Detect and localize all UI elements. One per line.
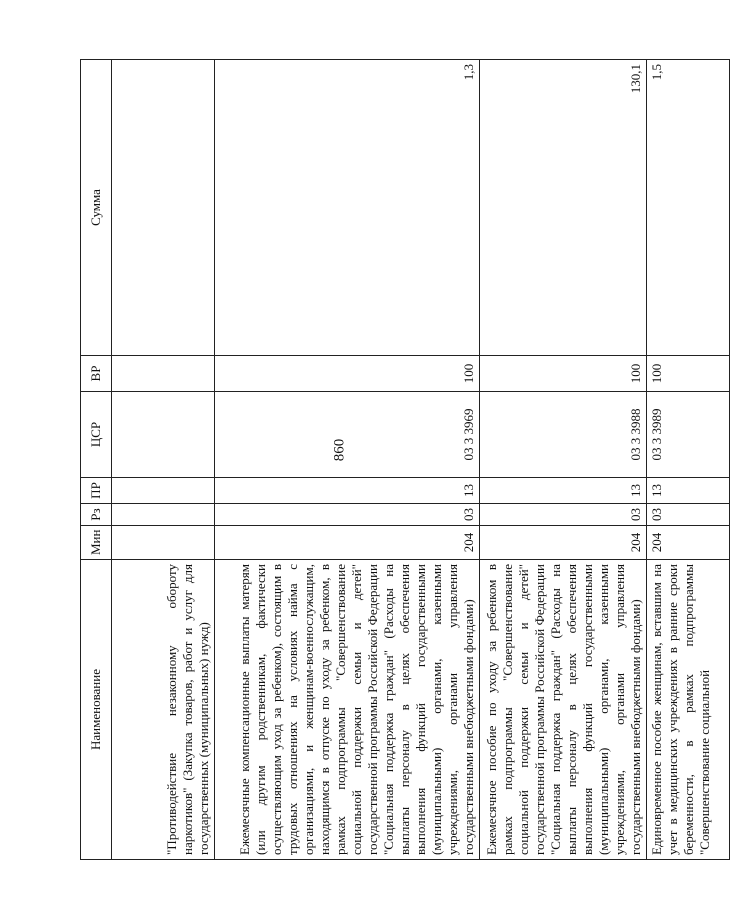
table-row xyxy=(112,60,215,860)
row-rz xyxy=(112,504,215,526)
row-pr xyxy=(112,478,215,504)
table-header-row xyxy=(81,60,112,860)
row-name: Ежемесячные компенсационные выплаты матерям (или другим родственникам, фактически осуществляющим уход за ребенком), состоящим в трудовых отношениях на условиях найма с организациями, и женщинам-военнослужащим, находящимся в отпуске по уходу за ребенком, в рамках подпрограммы "Совершенствование социальной поддержки семьи и детей" государственной программы Российской Федерации "Социальная поддержка граждан" (Расходы на выплаты персоналу в целях обеспечения выполнения функций государственными (муниципальными) органами, казенными учреждениями, органами управления государственными внебюджетными фондами) xyxy=(215,560,480,860)
table-row xyxy=(647,60,730,860)
row-vr: 100 xyxy=(647,356,730,392)
row-pr: 13 xyxy=(215,478,480,504)
row-pr: 13 xyxy=(480,478,647,504)
header-name: Наименование xyxy=(81,560,112,860)
row-name: Единовременное пособие женщинам, вставшим на учет в медицинских учреждениях в ранние сроки беременности, в рамках подпрограммы "Совершенствование социальной xyxy=(647,560,730,860)
row-min xyxy=(112,526,215,560)
row-rz: 03 xyxy=(647,504,730,526)
row-csr: 03 3 3969 xyxy=(215,392,480,478)
row-name: "Противодействие незаконному обороту наркотиков" (Закупка товаров, работ и услуг для государственных (муниципальных) нужд) xyxy=(112,560,215,860)
budget-table xyxy=(80,59,730,860)
header-csr: ЦСР xyxy=(81,392,112,478)
row-pr: 13 xyxy=(647,478,730,504)
row-vr: 100 xyxy=(215,356,480,392)
row-sum: 130,1 xyxy=(480,60,647,356)
row-vr: 100 xyxy=(480,356,647,392)
header-sum: Сумма xyxy=(81,60,112,356)
rotated-page xyxy=(80,60,712,860)
header-rz: Рз xyxy=(81,504,112,526)
table-row xyxy=(215,60,480,860)
header-vr: ВР xyxy=(81,356,112,392)
row-rz: 03 xyxy=(480,504,647,526)
row-rz: 03 xyxy=(215,504,480,526)
row-sum xyxy=(112,60,215,356)
table-row xyxy=(480,60,647,860)
header-min: Мин xyxy=(81,526,112,560)
row-csr: 03 3 3988 xyxy=(480,392,647,478)
row-name: Ежемесячное пособие по уходу за ребенком в рамках подпрограммы "Совершенствование социальной поддержки семьи и детей" государственной программы Российской Федерации "Социальная поддержка граждан" (Расходы на выплаты персоналу в целях обеспечения выполнения функций государственными (муниципальными) органами, казенными учреждениями, органами управления государственными внебюджетными фондами) xyxy=(480,560,647,860)
row-csr xyxy=(112,392,215,478)
header-pr: ПР xyxy=(81,478,112,504)
row-min: 204 xyxy=(480,526,647,560)
row-min: 204 xyxy=(215,526,480,560)
row-min: 204 xyxy=(647,526,730,560)
row-sum: 1,3 xyxy=(215,60,480,356)
page-number: 860 xyxy=(331,438,348,462)
row-vr xyxy=(112,356,215,392)
row-sum: 1,5 xyxy=(647,60,730,356)
row-csr: 03 3 3989 xyxy=(647,392,730,478)
